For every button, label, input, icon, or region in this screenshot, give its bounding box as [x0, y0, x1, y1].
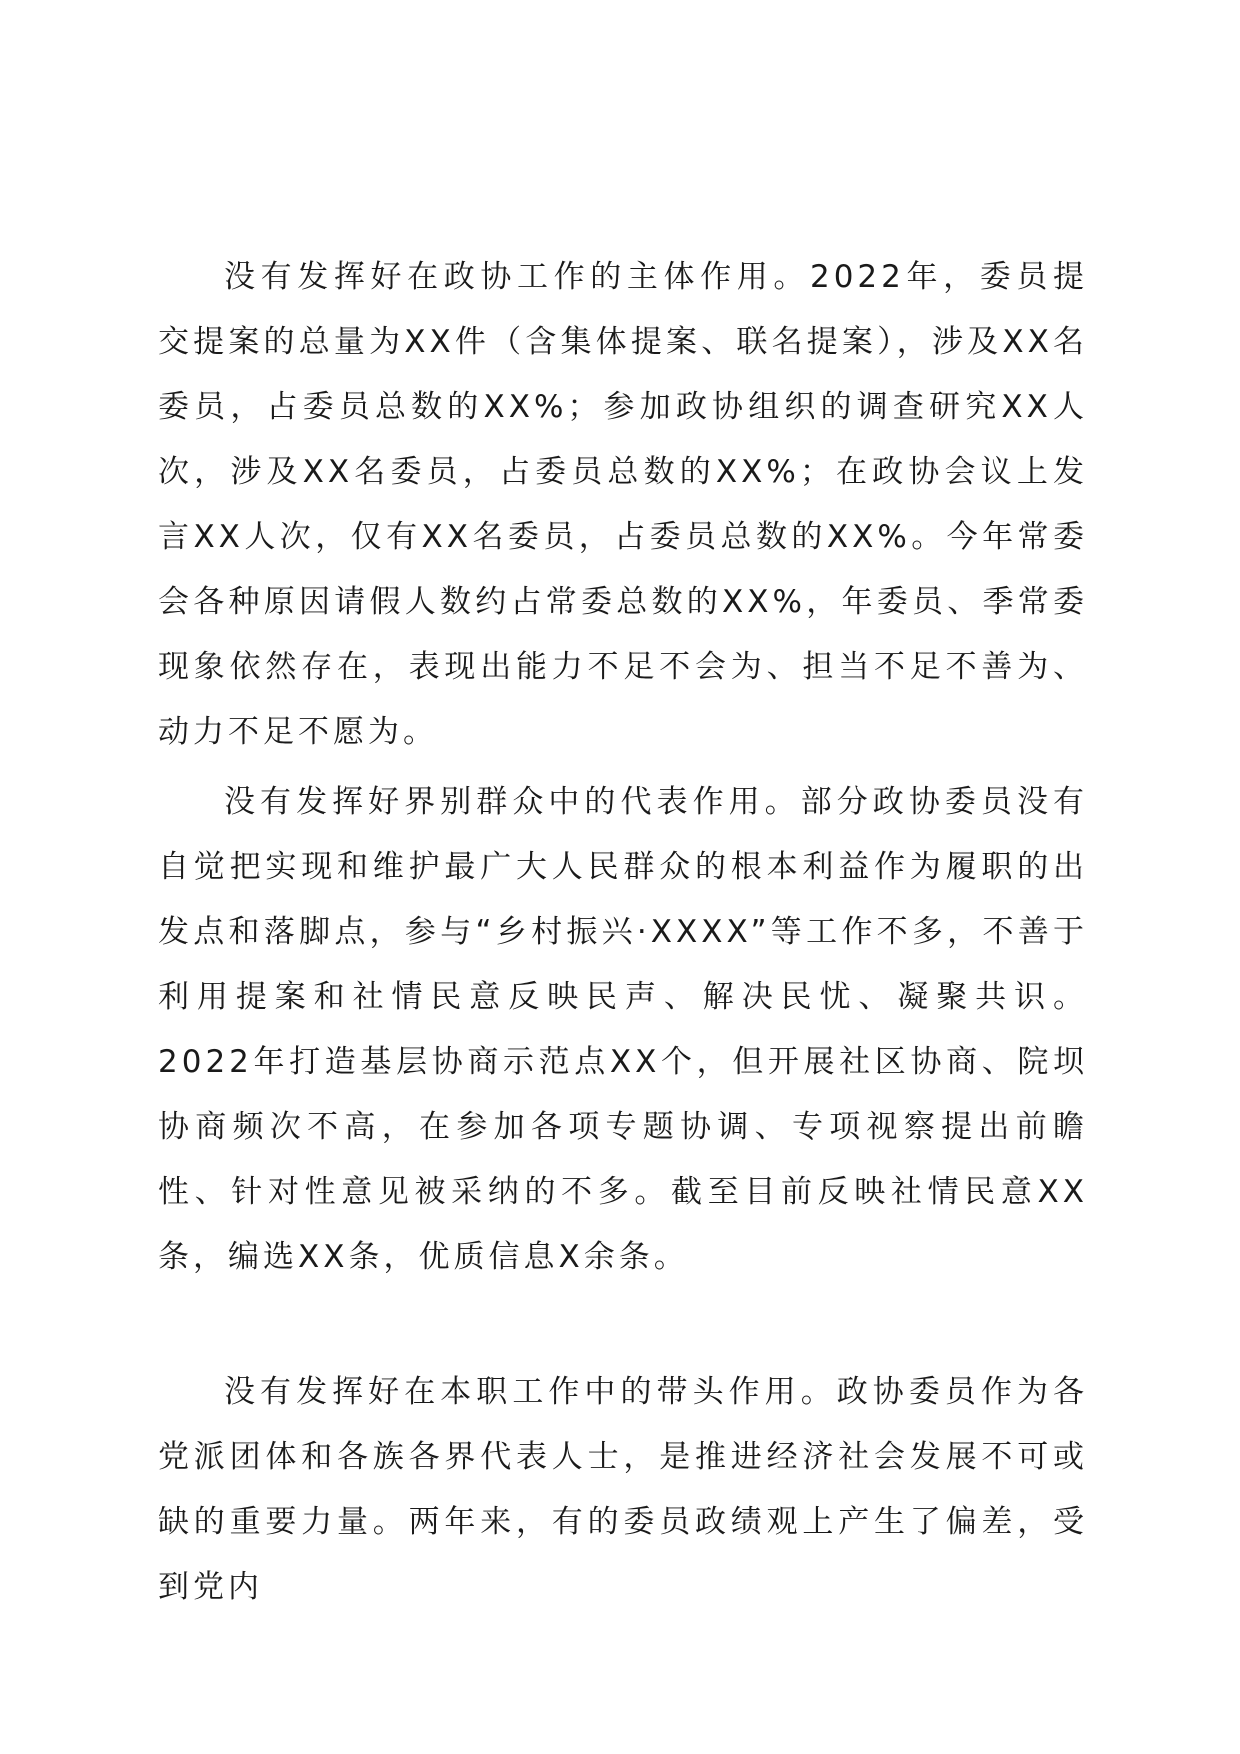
- paragraph-main-role: 没有发挥好在政协工作的主体作用。2022年，委员提交提案的总量为XX件（含集体提案、联名提案），涉及XX名委员，占委员总数的XX%；参加政协组织的调查研究XX人次，涉及XX名委员，占委员总数的XX%；在政协会议上发言XX人次，仅有XX名委员，占委员总数的XX%。今年常委会各种原因请假人数约占常委总数的XX%，年委员、季常委现象依然存在，表现出能力不足不会为、担当不足不善为、动力不足不愿为。: [158, 259, 1088, 750]
- paragraph-leading-role: 没有发挥好在本职工作中的带头作用。政协委员作为各党派团体和各族各界代表人士，是推进经济社会发展不可或缺的重要力量。两年来，有的委员政绩观上产生了偏差，受到党内: [158, 1374, 1088, 1605]
- paragraph-representative-role: 没有发挥好界别群众中的代表作用。部分政协委员没有自觉把实现和维护最广大人民群众的根本利益作为履职的出发点和落脚点，参与“乡村振兴·XXXX”等工作不多，不善于利用提案和社情民意反映民声、解决民忧、凝聚共识。2022年打造基层协商示范点XX个，但开展社区协商、院坝协商频次不高，在参加各项专题协调、专项视察提出前瞻性、针对性意见被采纳的不多。截至目前反映社情民意XX条，编选XX条，优质信息X余条。: [158, 784, 1088, 1275]
